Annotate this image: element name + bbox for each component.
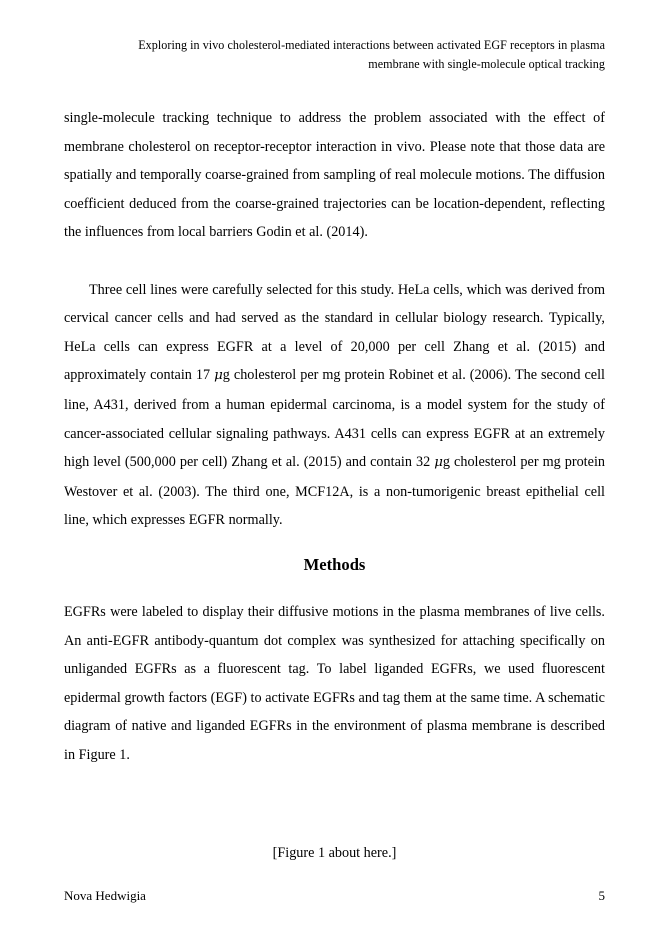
micro-symbol-1: μ: [214, 368, 223, 384]
paragraph-cell-lines-part-3: g cholesterol per mg protein Westover et al. (2003). The third one, MCF12A, is a non-tumorigenic breast epithelial cell line, which expresses EGFR normally.: [64, 454, 605, 529]
footer-journal-name: Nova Hedwigia: [64, 888, 146, 903]
methods-text-block: [64, 598, 605, 770]
running-head: [64, 36, 605, 74]
page-footer: [64, 886, 605, 906]
micro-symbol-2: μ: [434, 455, 443, 471]
paragraph-spacer: [64, 247, 605, 276]
paragraph-cell-lines-part-2: g cholesterol per mg protein Robinet et al. (2006). The second cell line, A431, derived from a human epidermal carcinoma, is a model system for the study of cancer-associated cellular signaling pathways. A431 cells can express EGFR at an extremely high level (500,000 per cell) Zhang et al. (2015) and contain 32: [64, 367, 605, 471]
running-head-line-1: Exploring in vivo cholesterol-mediated interactions between activated EGF receptors in plasma: [138, 38, 605, 52]
running-head-line-2: membrane with single-molecule optical tracking: [368, 57, 605, 71]
body-text-block: [64, 104, 605, 535]
paragraph-continued: single-molecule tracking technique to address the problem associated with the effect of membrane cholesterol on receptor-receptor interaction in vivo. Please note that those data are spatially and temporally coarse-grained from sampling of real molecule motions. The diffusion coefficient deduced from the coarse-grained trajectories can be location-dependent, reflecting the influences from local barriers Godin et al. (2014).: [64, 110, 605, 241]
figure-placeholder-note: [Figure 1 about here.]: [272, 845, 397, 861]
paragraph-methods: EGFRs were labeled to display their diffusive motions in the plasma membranes of live cells. An anti-EGFR antibody-quantum dot complex was synthesized for attaching specifically on unliganded EGFRs as a fluorescent tag. To label liganded EGFRs, we used fluorescent epidermal growth factors (EGF) to activate EGFRs and tag them at the same time. A schematic diagram of native and liganded EGFRs in the environment of plasma membrane is described in Figure 1.: [64, 604, 605, 763]
paragraph-cell-lines: [64, 276, 605, 535]
footer-page-number: 5: [598, 888, 605, 903]
paragraph-cell-lines-part-1: Three cell lines were carefully selected for this study. HeLa cells, which was derived from cervical cancer cells and had served as the standard in cellular biology research. Typically, HeLa cells can express EGFR at a level of 20,000 per cell Zhang et al. (2015) and approximately contain 17: [64, 281, 605, 384]
section-heading-methods: Methods: [303, 555, 366, 574]
